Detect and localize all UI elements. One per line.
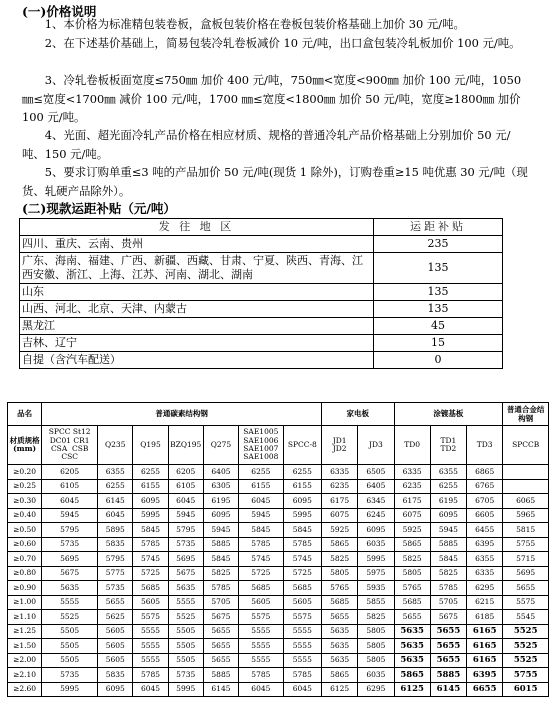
price-cell: 5575 [283, 610, 321, 625]
price-cell: 5555 [283, 639, 321, 654]
price-cell: 6705 [467, 494, 503, 509]
price-row [8, 537, 549, 552]
price-cell: 6185 [467, 610, 503, 625]
grade-header: TD0 [394, 426, 430, 465]
price-cell: 5845 [283, 523, 321, 538]
region-cell: 广东、海南、福建、广西、新疆、西藏、甘肃、宁夏、陕西、青海、江西安徽、浙江、上海、江苏、河南、湖北、湖南 [20, 253, 374, 284]
price-cell: 5605 [98, 624, 133, 639]
price-cell: 5945 [239, 508, 284, 523]
price-cell: 5605 [283, 595, 321, 610]
price-cell: 5635 [394, 624, 430, 639]
price-cell: 5685 [239, 581, 284, 596]
price-cell: 6255 [283, 465, 321, 480]
price-row [8, 465, 549, 480]
price-cell: 5605 [239, 595, 284, 610]
price-cell: 5635 [42, 581, 98, 596]
price-cell: 5635 [394, 653, 430, 668]
price-cell: 5865 [321, 668, 357, 683]
table-row [20, 318, 503, 335]
price-cell: 6655 [467, 682, 503, 697]
price-cell: 5505 [42, 639, 98, 654]
spec-cell: ≥0.30 [8, 494, 42, 509]
price-cell: 5995 [42, 682, 98, 697]
price-cell: 6065 [503, 494, 549, 509]
price-cell: 5805 [358, 624, 394, 639]
price-cell: 6355 [467, 552, 503, 567]
price-cell: 5825 [358, 610, 394, 625]
paragraph-2: 2、在下述基价基础上，简易包装冷轧卷板减价 10 元/吨，出口盒包装冷轧板加价 100 元/吨。 [44, 36, 521, 50]
price-cell: 6395 [467, 537, 503, 552]
spec-cell: ≥1.10 [8, 610, 42, 625]
price-cell: 5825 [430, 566, 466, 581]
price-row [8, 653, 549, 668]
price-cell: 5845 [133, 523, 168, 538]
grade-header: JD3 [358, 426, 394, 465]
price-cell: 5845 [203, 552, 238, 567]
price-cell: 5685 [283, 581, 321, 596]
grade-header: JD1 JD2 [321, 426, 357, 465]
price-cell: 6175 [321, 494, 357, 509]
price-cell: 5865 [394, 668, 430, 683]
subsidy-cell: 0 [374, 352, 503, 369]
price-cell: 6335 [394, 465, 430, 480]
group-header-appliance: 家电板 [321, 403, 394, 426]
price-cell: 6235 [394, 479, 430, 494]
table-row [20, 253, 503, 284]
price-cell: 5555 [133, 653, 168, 668]
price-cell: 5635 [321, 624, 357, 639]
price-row [8, 494, 549, 509]
price-cell: 5885 [430, 668, 466, 683]
price-cell: 5895 [98, 523, 133, 538]
price-cell: 5995 [358, 552, 394, 567]
price-cell: 6335 [321, 465, 357, 480]
price-cell: 5805 [358, 653, 394, 668]
price-cell: 5835 [98, 537, 133, 552]
paragraph-3: 3、冷轧卷板板面宽度≤750㎜ 加价 400 元/吨，750㎜<宽度<900㎜ 加价 100 元/吨，1050 ㎜≤宽度<1700㎜ 减价 100 元/吨，1700 ㎜≤宽度<1800㎜ 加价 50 元/吨，宽度≥1800㎜ 加价 100 元/吨。 [22, 73, 522, 125]
price-cell: 5655 [430, 639, 466, 654]
price-cell: 6175 [394, 494, 430, 509]
grade-header: SPCCB [503, 426, 549, 465]
region-cell: 四川、重庆、云南、贵州 [20, 236, 374, 253]
group-header-alloy: 普通合金结构钢 [503, 403, 549, 426]
region-cell: 山西、河北、北京、天津、内蒙古 [20, 301, 374, 318]
price-cell: 5555 [133, 639, 168, 654]
grade-header: Q275 [203, 426, 238, 465]
price-cell: 6045 [168, 494, 203, 509]
price-cell: 5575 [133, 610, 168, 625]
price-cell: 5735 [98, 581, 133, 596]
price-cell: 5855 [358, 595, 394, 610]
price-cell: 5745 [239, 552, 284, 567]
price-cell: 5505 [168, 624, 203, 639]
price-cell: 5925 [321, 523, 357, 538]
price-cell: 6605 [467, 508, 503, 523]
price-cell: 6165 [467, 653, 503, 668]
grade-header: TD3 [467, 426, 503, 465]
price-row [8, 581, 549, 596]
grade-header: BZQ195 [168, 426, 203, 465]
table-row [20, 335, 503, 352]
group-header-coating: 涂镀基板 [394, 403, 503, 426]
price-cell: 6865 [467, 465, 503, 480]
price-cell: 5685 [133, 581, 168, 596]
price-row [8, 682, 549, 697]
price-cell: 5995 [168, 682, 203, 697]
price-row [8, 552, 549, 567]
spec-cell: ≥0.80 [8, 566, 42, 581]
price-cell: 5965 [503, 508, 549, 523]
price-cell: 5785 [430, 581, 466, 596]
price-cell: 5555 [168, 595, 203, 610]
grade-header: TD1 TD2 [430, 426, 466, 465]
region-cell: 黑龙江 [20, 318, 374, 335]
price-row [8, 523, 549, 538]
price-cell [503, 465, 549, 480]
price-cell: 5655 [321, 610, 357, 625]
price-cell: 5945 [42, 508, 98, 523]
price-cell: 5655 [430, 624, 466, 639]
price-cell: 5655 [394, 610, 430, 625]
price-cell: 5505 [168, 653, 203, 668]
price-cell: 5805 [358, 639, 394, 654]
price-cell: 5635 [321, 639, 357, 654]
price-cell: 5705 [430, 595, 466, 610]
price-cell: 6035 [358, 668, 394, 683]
price-cell: 5635 [394, 639, 430, 654]
price-cell: 6045 [239, 494, 284, 509]
price-cell: 6045 [133, 682, 168, 697]
price-cell: 5795 [42, 523, 98, 538]
price-cell: 5575 [239, 610, 284, 625]
price-cell: 5655 [203, 639, 238, 654]
price-cell: 5845 [239, 523, 284, 538]
price-header-row-2 [8, 426, 549, 465]
price-cell: 5945 [203, 523, 238, 538]
price-cell: 5995 [283, 508, 321, 523]
price-cell: 6155 [133, 479, 168, 494]
price-cell: 5805 [321, 566, 357, 581]
spec-cell: ≥2.10 [8, 668, 42, 683]
price-cell: 5675 [42, 566, 98, 581]
subsidy-cell: 135 [374, 284, 503, 301]
spec-cell: ≥0.70 [8, 552, 42, 567]
price-row [8, 595, 549, 610]
price-cell: 5825 [321, 552, 357, 567]
paragraph-4: 4、光面、超光面冷轧产品价格在相应材质、规格的普通冷轧产品价格基础上分别加价 50 元/吨、150 元/吨。 [22, 128, 511, 161]
price-cell: 5525 [503, 639, 549, 654]
price-cell: 6305 [203, 479, 238, 494]
price-cell: 5795 [98, 552, 133, 567]
price-cell: 5725 [239, 566, 284, 581]
price-cell: 5735 [42, 537, 98, 552]
grade-header: Q235 [98, 426, 133, 465]
price-cell: 5705 [203, 595, 238, 610]
price-cell: 6095 [283, 494, 321, 509]
price-cell: 5575 [503, 595, 549, 610]
spec-cell: ≥0.25 [8, 479, 42, 494]
section-1-title: (一)价格说明 [22, 4, 97, 19]
price-cell: 5815 [503, 523, 549, 538]
price-cell: 6255 [239, 465, 284, 480]
price-cell: 5885 [430, 537, 466, 552]
price-cell: 5635 [321, 653, 357, 668]
region-header: 发 往 地 区 [20, 219, 374, 236]
spec-cell: ≥1.25 [8, 624, 42, 639]
price-cell: 6095 [203, 508, 238, 523]
price-row [8, 566, 549, 581]
spec-header: 材质规格(mm) [8, 426, 42, 465]
group-header-carbon: 普通碳素结构钢 [42, 403, 322, 426]
subsidy-cell: 135 [374, 301, 503, 318]
price-cell: 5865 [321, 537, 357, 552]
price-cell: 5655 [203, 624, 238, 639]
price-cell: 5685 [394, 595, 430, 610]
price-cell: 6405 [203, 465, 238, 480]
price-header-row-1 [8, 403, 549, 426]
price-cell: 5685 [321, 595, 357, 610]
price-cell [503, 479, 549, 494]
table-header-row [20, 219, 503, 236]
region-cell: 自提（含汽车配送） [20, 352, 374, 369]
price-cell: 6345 [358, 494, 394, 509]
price-cell: 5735 [168, 668, 203, 683]
price-cell: 5745 [283, 552, 321, 567]
table-row [20, 236, 503, 253]
spec-cell: ≥0.20 [8, 465, 42, 480]
price-cell: 5785 [283, 537, 321, 552]
price-cell: 5555 [133, 624, 168, 639]
price-cell: 5835 [98, 668, 133, 683]
price-cell: 5865 [394, 537, 430, 552]
price-cell: 6335 [467, 566, 503, 581]
price-cell: 5745 [133, 552, 168, 567]
table-row [20, 301, 503, 318]
price-cell: 5505 [42, 624, 98, 639]
price-cell: 5785 [283, 668, 321, 683]
price-cell: 6215 [467, 595, 503, 610]
price-cell: 5675 [168, 566, 203, 581]
price-cell: 6355 [430, 465, 466, 480]
price-cell: 6105 [42, 479, 98, 494]
freight-subsidy-table [19, 218, 503, 369]
price-cell: 6245 [358, 508, 394, 523]
price-cell: 6505 [358, 465, 394, 480]
price-cell: 5975 [358, 566, 394, 581]
price-cell: 5935 [358, 581, 394, 596]
price-cell: 5555 [283, 624, 321, 639]
section-2-title: (二)现款运距补贴（元/吨） [22, 201, 176, 216]
price-cell: 5555 [239, 624, 284, 639]
price-cell: 5545 [503, 610, 549, 625]
subsidy-cell: 15 [374, 335, 503, 352]
price-cell: 5555 [239, 639, 284, 654]
price-cell: 5945 [430, 523, 466, 538]
price-cell: 5785 [239, 668, 284, 683]
grade-header: Q195 [133, 426, 168, 465]
price-cell: 5555 [283, 653, 321, 668]
spec-cell: ≥1.50 [8, 639, 42, 654]
price-cell: 6125 [321, 682, 357, 697]
price-cell: 6045 [42, 494, 98, 509]
grade-header: SAE1005 SAE1006 SAE1007 SAE1008 [239, 426, 284, 465]
price-cell: 5675 [203, 610, 238, 625]
subsidy-header: 运距补贴 [374, 219, 503, 236]
price-cell: 5695 [42, 552, 98, 567]
price-cell: 5625 [98, 610, 133, 625]
price-cell: 5505 [168, 639, 203, 654]
price-cell: 5755 [503, 668, 549, 683]
price-cell: 5785 [239, 537, 284, 552]
spec-cell: ≥0.90 [8, 581, 42, 596]
price-cell: 6405 [358, 479, 394, 494]
price-cell: 6355 [98, 465, 133, 480]
paragraph-1: 1、本价格为标准精包装卷板，盒板包装价格在卷板包装价格基础上加价 30 元/吨。 [44, 17, 465, 31]
price-cell: 6205 [168, 465, 203, 480]
price-cell: 6195 [430, 494, 466, 509]
price-cell: 5555 [42, 595, 98, 610]
region-cell: 山东 [20, 284, 374, 301]
price-cell: 6195 [203, 494, 238, 509]
price-cell: 5765 [394, 581, 430, 596]
price-cell: 5655 [203, 653, 238, 668]
price-cell: 6165 [467, 639, 503, 654]
spec-cell: ≥0.60 [8, 537, 42, 552]
grade-header: SPCC St12 DC01 CR1 CSA CSB CSC [42, 426, 98, 465]
price-cell: 6295 [358, 682, 394, 697]
price-cell: 6145 [203, 682, 238, 697]
price-cell: 5715 [503, 552, 549, 567]
price-cell: 6205 [42, 465, 98, 480]
price-cell: 6235 [321, 479, 357, 494]
price-cell: 6125 [394, 682, 430, 697]
price-cell: 6095 [133, 494, 168, 509]
price-cell: 5525 [42, 610, 98, 625]
price-cell: 6455 [467, 523, 503, 538]
price-cell: 5725 [133, 566, 168, 581]
price-cell: 5525 [168, 610, 203, 625]
grade-header: SPCC-8 [283, 426, 321, 465]
price-cell: 5825 [203, 566, 238, 581]
price-cell: 5605 [133, 595, 168, 610]
price-row [8, 639, 549, 654]
price-row [8, 479, 549, 494]
price-cell: 6255 [430, 479, 466, 494]
price-cell: 6075 [394, 508, 430, 523]
price-cell: 5775 [98, 566, 133, 581]
price-cell: 5655 [430, 653, 466, 668]
price-cell: 5505 [42, 653, 98, 668]
price-cell: 6255 [98, 479, 133, 494]
subsidy-cell: 135 [374, 253, 503, 284]
price-cell: 5825 [394, 552, 430, 567]
price-cell: 6395 [467, 668, 503, 683]
price-cell: 5845 [430, 552, 466, 567]
price-cell: 6155 [283, 479, 321, 494]
price-cell: 5675 [430, 610, 466, 625]
price-cell: 5945 [168, 508, 203, 523]
table-row [20, 352, 503, 369]
price-cell: 5725 [283, 566, 321, 581]
price-cell: 5785 [133, 537, 168, 552]
price-cell: 6095 [430, 508, 466, 523]
price-cell: 5805 [394, 566, 430, 581]
price-cell: 5755 [503, 537, 549, 552]
price-row [8, 610, 549, 625]
price-cell: 5635 [168, 581, 203, 596]
price-cell: 6035 [358, 537, 394, 552]
price-cell: 6045 [283, 682, 321, 697]
price-cell: 6095 [358, 523, 394, 538]
price-cell: 5555 [239, 653, 284, 668]
price-cell: 5735 [42, 668, 98, 683]
price-cell: 5735 [168, 537, 203, 552]
price-cell: 5925 [394, 523, 430, 538]
price-cell: 6255 [133, 465, 168, 480]
price-cell: 6045 [98, 508, 133, 523]
price-cell: 5605 [98, 639, 133, 654]
spec-cell: ≥1.00 [8, 595, 42, 610]
price-cell: 5765 [321, 581, 357, 596]
price-cell: 6095 [98, 682, 133, 697]
price-cell: 6145 [98, 494, 133, 509]
price-cell: 5525 [503, 624, 549, 639]
spec-cell: ≥0.50 [8, 523, 42, 538]
price-cell: 6765 [467, 479, 503, 494]
spec-cell: ≥2.00 [8, 653, 42, 668]
price-cell: 6155 [239, 479, 284, 494]
price-cell: 5785 [203, 581, 238, 596]
price-cell: 6075 [321, 508, 357, 523]
price-cell: 5695 [503, 566, 549, 581]
spec-cell: ≥0.40 [8, 508, 42, 523]
price-cell: 6165 [467, 624, 503, 639]
price-cell: 5695 [168, 552, 203, 567]
subsidy-cell: 235 [374, 236, 503, 253]
price-cell: 5885 [203, 537, 238, 552]
price-row [8, 668, 549, 683]
price-cell: 6145 [430, 682, 466, 697]
price-cell: 5655 [503, 581, 549, 596]
subsidy-cell: 45 [374, 318, 503, 335]
price-row [8, 508, 549, 523]
price-cell: 6295 [467, 581, 503, 596]
price-cell: 6045 [239, 682, 284, 697]
price-cell: 5885 [203, 668, 238, 683]
price-cell: 6105 [168, 479, 203, 494]
price-cell: 5605 [98, 653, 133, 668]
price-table [7, 402, 549, 697]
product-header: 品名 [8, 403, 42, 426]
price-row [8, 624, 549, 639]
region-cell: 吉林、辽宁 [20, 335, 374, 352]
table-row [20, 284, 503, 301]
price-cell: 6015 [503, 682, 549, 697]
price-cell: 5525 [503, 653, 549, 668]
spec-cell: ≥2.60 [8, 682, 42, 697]
price-cell: 5995 [133, 508, 168, 523]
price-cell: 5795 [168, 523, 203, 538]
price-cell: 5655 [98, 595, 133, 610]
price-cell: 5785 [133, 668, 168, 683]
paragraph-5: 5、要求订购单重≤3 吨的产品加价 50 元/吨(现货 1 除外)，订购卷重≥15 吨优惠 30 元/吨（现货、轧硬产品除外）。 [22, 165, 528, 198]
